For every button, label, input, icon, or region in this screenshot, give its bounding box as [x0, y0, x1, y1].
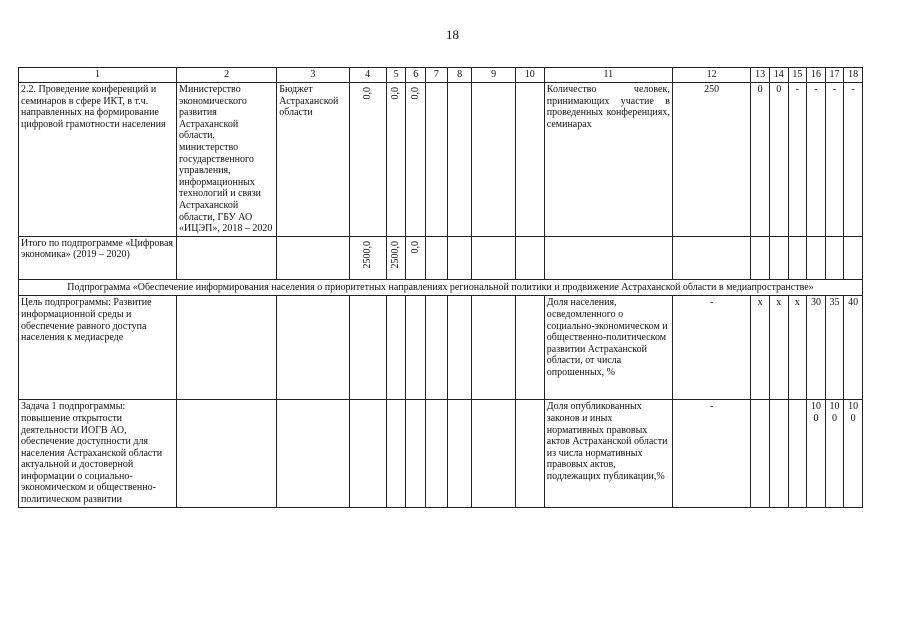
- value-cell: 0,0: [361, 87, 373, 100]
- col-header: 10: [515, 68, 544, 83]
- value-cell: -: [788, 83, 807, 237]
- col-header: 13: [751, 68, 770, 83]
- total-label: Итого по подпрограмме «Цифровая экономика» (2019 – 2020): [19, 236, 177, 279]
- goal-label: Цель подпрограммы: Развитие информационной среды и обеспечение равного доступа населения к медиасреде: [19, 296, 177, 400]
- value-cell: 0,0: [409, 240, 421, 254]
- col-header: 15: [788, 68, 807, 83]
- col-header: 9: [472, 68, 515, 83]
- value-cell: -: [825, 83, 844, 237]
- executor: Министерство экономического развития Астраханской области, министерство государственного управления, информационных технологий и связи Астраханской области, ГБУ АО «ИЦЭП», 2018 – 2020: [177, 83, 277, 237]
- value-cell: -: [844, 83, 863, 237]
- value-cell: -: [672, 400, 751, 507]
- value-cell: -: [807, 83, 826, 237]
- col-header: 7: [426, 68, 448, 83]
- col-header: 14: [769, 68, 788, 83]
- page-number: 18: [446, 27, 459, 42]
- col-header: 6: [406, 68, 426, 83]
- value-cell: x: [751, 296, 770, 400]
- col-header: 12: [672, 68, 751, 83]
- value-cell: 0: [751, 83, 770, 237]
- value-cell: 250: [672, 83, 751, 237]
- table-row: [19, 236, 863, 279]
- task-label: Задача 1 подпрограммы: повышение открытости деятельности ИОГВ АО, обеспечение доступности для населения Астраханской области актуальной и достоверной информации о социально-экономическом и общественно-политическом развитии: [19, 400, 177, 507]
- value-cell: 0,0: [409, 87, 421, 100]
- value-cell: 40: [844, 296, 863, 400]
- table-row: [19, 296, 863, 400]
- funding-source: Бюджет Астраханской области: [277, 83, 349, 237]
- col-header: 11: [544, 68, 672, 83]
- subprogram-title: Подпрограмма «Обеспечение информирования населения о приоритетных направлениях региональной политики и продвижение Астраханской области в медиапространстве»: [19, 279, 863, 296]
- value-cell: x: [769, 296, 788, 400]
- column-header-row: [19, 68, 863, 83]
- value-cell: 35: [825, 296, 844, 400]
- program-table: [18, 67, 863, 508]
- indicator: Количество человек, принимающих участие в проведенных конференциях, семинарах: [544, 83, 672, 237]
- value-cell: 100: [825, 400, 844, 507]
- indicator: Доля населения, осведомленного о социально-экономическом и общественно-политическом развитии Астраханской области, от числа опрошенных, %: [544, 296, 672, 400]
- subprogram-row: [19, 279, 863, 296]
- table-row: [19, 400, 863, 507]
- col-header: 8: [447, 68, 472, 83]
- value-cell: 0,0: [390, 87, 402, 100]
- value-cell: 0: [769, 83, 788, 237]
- value-cell: 100: [807, 400, 826, 507]
- col-header: 1: [19, 68, 177, 83]
- col-header: 18: [844, 68, 863, 83]
- value-cell: 2500,0: [361, 240, 373, 269]
- value-cell: 100: [844, 400, 863, 507]
- col-header: 4: [349, 68, 386, 83]
- value-cell: 30: [807, 296, 826, 400]
- table-row: [19, 83, 863, 237]
- value-cell: [788, 400, 807, 507]
- col-header: 3: [277, 68, 349, 83]
- value-cell: x: [788, 296, 807, 400]
- value-cell: -: [672, 296, 751, 400]
- col-header: 2: [177, 68, 277, 83]
- value-cell: 2500,0: [390, 240, 402, 269]
- event-name: 2.2. Проведение конференций и семинаров в сфере ИКТ, в т.ч. направленных на формирование цифровой грамотности населения: [19, 83, 177, 237]
- col-header: 5: [386, 68, 406, 83]
- col-header: 17: [825, 68, 844, 83]
- value-cell: [769, 400, 788, 507]
- col-header: 16: [807, 68, 826, 83]
- value-cell: [751, 400, 770, 507]
- indicator: Доля опубликованных законов и иных нормативных правовых актов Астраханской области из числа нормативных правовых актов, подлежащих публикации,%: [544, 400, 672, 507]
